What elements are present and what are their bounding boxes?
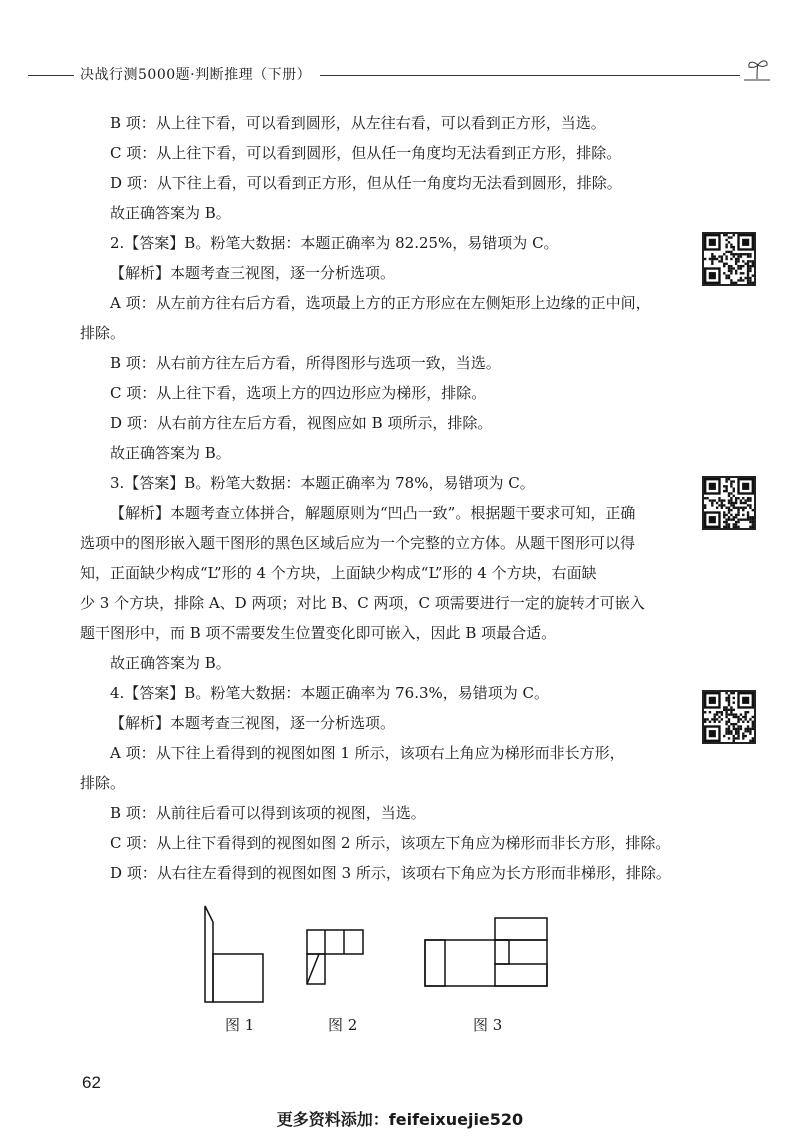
page-body: [80, 108, 676, 888]
paragraph: A 项：从左前方往右后方看，选项最上方的正方形应在左侧矩形上边缘的正中间，: [110, 294, 651, 312]
footer-contact: 更多资料添加：feifeixuejie520: [276, 1110, 524, 1129]
paragraph: C 项：从上往下看，可以看到圆形，但从任一角度均无法看到正方形，排除。: [110, 144, 622, 162]
figure-group: [195, 900, 575, 1050]
qr-code-icon: [704, 234, 754, 284]
qr-code-question-3[interactable]: [702, 476, 756, 530]
book-title: 决战行测5000题·判断推理（下册）: [80, 67, 312, 83]
paragraph: D 项：从右前方往左后方看，视图应如 B 项所示，排除。: [110, 414, 493, 432]
qr-code-icon: [704, 692, 754, 742]
figure-3-caption: 图 3: [473, 1016, 503, 1034]
header-rule-right: [320, 75, 740, 76]
paragraph: B 项：从上往下看，可以看到圆形，从左往右看，可以看到正方形，当选。: [110, 114, 606, 132]
paragraph: 【解析】本题考查立体拼合，解题原则为“凹凸一致”。根据题干要求可知，正确: [110, 504, 636, 522]
running-header: [28, 64, 768, 86]
paragraph: 故正确答案为 B。: [110, 204, 231, 222]
figure-2-caption: 图 2: [328, 1016, 358, 1034]
paragraph: 排除。: [80, 324, 126, 342]
qr-code-icon: [704, 478, 754, 528]
figure-3-diagram: [423, 916, 553, 988]
paragraph: C 项：从上往下看，选项上方的四边形应为梯形，排除。: [110, 384, 487, 402]
paragraph: 故正确答案为 B。: [110, 654, 231, 672]
paragraph: 选项中的图形嵌入题干图形的黑色区域后应为一个完整的立方体。从题干图形可以得: [80, 534, 636, 552]
paragraph: 少 3 个方块，排除 A、D 两项；对比 B、C 两项，C 项需要进行一定的旋转才可嵌入: [80, 594, 645, 612]
sprout-icon: [740, 56, 774, 82]
figure-1-caption: 图 1: [225, 1016, 255, 1034]
paragraph: 知，正面缺少构成“L”形的 4 个方块，上面缺少构成“L”形的 4 个方块，右面缺: [80, 564, 597, 582]
paragraph: 3.【答案】B。粉笔大数据：本题正确率为 78%，易错项为 C。: [110, 474, 535, 492]
paragraph: 故正确答案为 B。: [110, 444, 231, 462]
figure-2-diagram: [305, 928, 369, 988]
paragraph: 【解析】本题考查三视图，逐一分析选项。: [110, 264, 396, 282]
paragraph: 题干图形中，而 B 项不需要发生位置变化即可嵌入，因此 B 项最合适。: [80, 624, 557, 642]
paragraph: B 项：从右前方往左后方看，所得图形与选项一致，当选。: [110, 354, 501, 372]
paragraph: D 项：从下往上看，可以看到正方形，但从任一角度均无法看到圆形，排除。: [110, 174, 622, 192]
paragraph: B 项：从前往后看可以得到该项的视图，当选。: [110, 804, 426, 822]
paragraph: D 项：从右往左看得到的视图如图 3 所示，该项右下角应为长方形而非梯形，排除。: [110, 864, 671, 882]
header-rule-left: [28, 75, 74, 76]
qr-code-question-2[interactable]: [702, 232, 756, 286]
page-number: 62: [82, 1073, 101, 1092]
figure-1-diagram: [203, 904, 267, 1004]
paragraph: 2.【答案】B。粉笔大数据：本题正确率为 82.25%，易错项为 C。: [110, 234, 559, 252]
paragraph: C 项：从上往下看得到的视图如图 2 所示，该项左下角应为梯形而非长方形，排除。: [110, 834, 671, 852]
qr-code-question-4[interactable]: [702, 690, 756, 744]
paragraph: 4.【答案】B。粉笔大数据：本题正确率为 76.3%，易错项为 C。: [110, 684, 550, 702]
paragraph: A 项：从下往上看得到的视图如图 1 所示，该项右上角应为梯形而非长方形，: [110, 744, 625, 762]
paragraph: 【解析】本题考查三视图，逐一分析选项。: [110, 714, 396, 732]
paragraph: 排除。: [80, 774, 126, 792]
